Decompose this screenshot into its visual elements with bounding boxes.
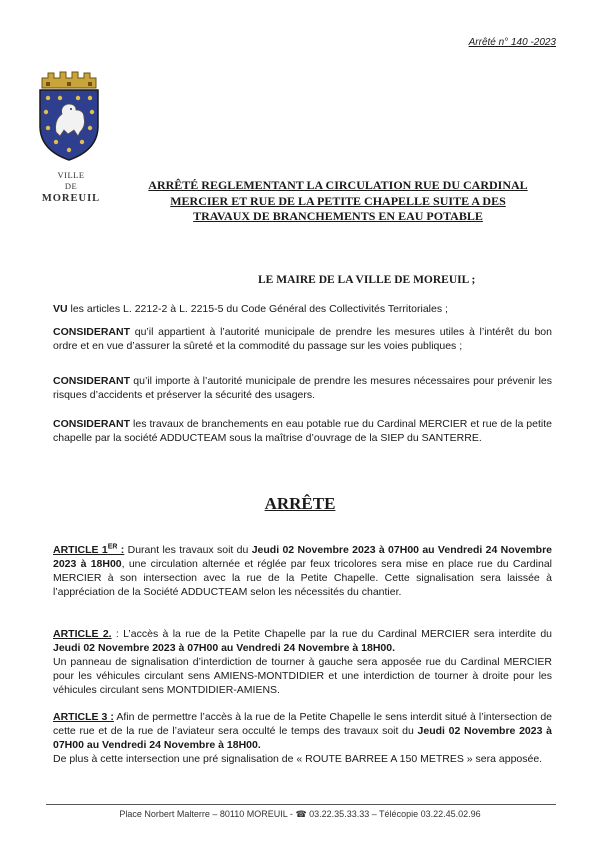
article-1-colon: :	[117, 544, 125, 556]
article-2-label: ARTICLE 2.	[53, 628, 112, 640]
considerant-label: CONSIDERANT	[53, 418, 131, 430]
considerant-text: qu’il importe à l’autorité municipale de prendre les mesures nécessaires pour prévenir les risques d’accidents et préserver la sécurité des usagers.	[53, 375, 552, 401]
document-title	[130, 178, 546, 225]
article-3-dates: Jeudi 02 Novembre 2023 à 07H00 au Vendredi 24 Novembre à 18H00.	[53, 725, 552, 751]
article-3-text-a: Afin de permettre l’accès à la rue de la Petite Chapelle le sens interdit situé à l’intersection de cette rue et de la rue de l’aviateur sera occulté le temps des travaux soit du	[53, 711, 552, 737]
phone-icon: ☎	[295, 809, 307, 819]
article-2-text-a: : L’accès à la rue de la Petite Chapelle par la rue du Cardinal MERCIER sera interdite du	[111, 628, 552, 640]
town-name-block	[30, 170, 112, 206]
footer-phone: 03.22.35.33.33 – Télécopie 03.22.45.02.96	[306, 809, 481, 819]
article-2-dates: Jeudi 02 Novembre 2023 à 07H00 au Vendredi 24 Novembre à 18H00.	[53, 642, 396, 654]
considerant-text: les travaux de branchements en eau potable rue du Cardinal MERCIER et rue de la petite chapelle par la société ADDUCTEAM sous la maîtrise d’ouvrage de la SIEP du SANTERRE.	[53, 418, 552, 444]
title-line-1: ARRÊTÉ REGLEMENTANT LA CIRCULATION RUE DU CARDINAL	[148, 178, 528, 192]
article-2	[53, 627, 552, 697]
article-1	[53, 543, 552, 599]
considerant-paragraph-3	[53, 417, 552, 445]
article-1-text-b: , une circulation alternée et réglée par feux tricolores sera mise en place rue du Cardinal MERCIER à son intersection avec la rue de la Petite Chapelle. Cette signalisation sera laissée à l’appréciation de la Société ADDUCTEAM selon les nécessités du chantier.	[53, 558, 552, 598]
article-3-text-b: De plus à cette intersection une pré signalisation de « ROUTE BARREE A 150 METRES » sera apposée.	[53, 753, 543, 765]
considerant-paragraph-2	[53, 374, 552, 402]
article-2-text-b: Un panneau de signalisation d’interdiction de tourner à gauche sera apposée rue du Cardinal MERCIER pour les véhicules circulant sens AMIENS-MONTDIDIER et une interdiction de tourner à droite pour les véhicules circulant sens MONTDIDIER-AMIENS.	[53, 656, 552, 696]
considerant-label: CONSIDERANT	[53, 326, 131, 338]
mayor-heading: LE MAIRE DE LA VILLE DE MOREUIL ;	[258, 274, 476, 286]
town-line-moreuil: MOREUIL	[41, 193, 101, 204]
footer-contact	[0, 809, 600, 820]
considerant-paragraph-1	[53, 325, 552, 353]
considerant-text: qu’il appartient à l’autorité municipale de prendre les mesures utiles à l’intérêt du bon ordre et en vue d’assurer la sûreté et la commodité du passage sur les voies publiques ;	[53, 326, 552, 352]
article-3	[53, 710, 552, 766]
arrete-heading: ARRÊTE	[264, 494, 336, 513]
vu-text: les articles L. 2212-2 à L. 2215-5 du Code Général des Collectivités Territoriales ;	[67, 303, 448, 315]
article-1-dates: Jeudi 02 Novembre 2023 à 07H00 au Vendredi 24 Novembre 2023 à 18H00	[53, 544, 552, 570]
coat-of-arms-logo	[34, 70, 104, 162]
article-1-text-a: Durant les travaux soit du	[124, 544, 252, 556]
article-1-label	[53, 544, 124, 556]
town-line-ville: VILLE	[57, 170, 85, 180]
article-1-sup: ER	[107, 543, 118, 551]
footer-divider	[46, 804, 556, 805]
town-line-de: DE	[64, 181, 78, 191]
vu-paragraph	[53, 302, 552, 316]
decree-reference: Arrêté n° 140 -2023	[468, 37, 556, 48]
footer-address: Place Norbert Malterre – 80110 MOREUIL -	[119, 809, 296, 819]
considerant-label: CONSIDERANT	[53, 375, 131, 387]
title-line-2: MERCIER ET RUE DE LA PETITE CHAPELLE SUITE A DES	[170, 193, 506, 208]
article-1-number: ARTICLE 1	[53, 544, 108, 556]
vu-label: VU	[53, 303, 68, 315]
title-line-3: TRAVAUX DE BRANCHEMENTS EN EAU POTABLE	[193, 209, 483, 223]
article-3-label: ARTICLE 3 :	[53, 711, 114, 723]
